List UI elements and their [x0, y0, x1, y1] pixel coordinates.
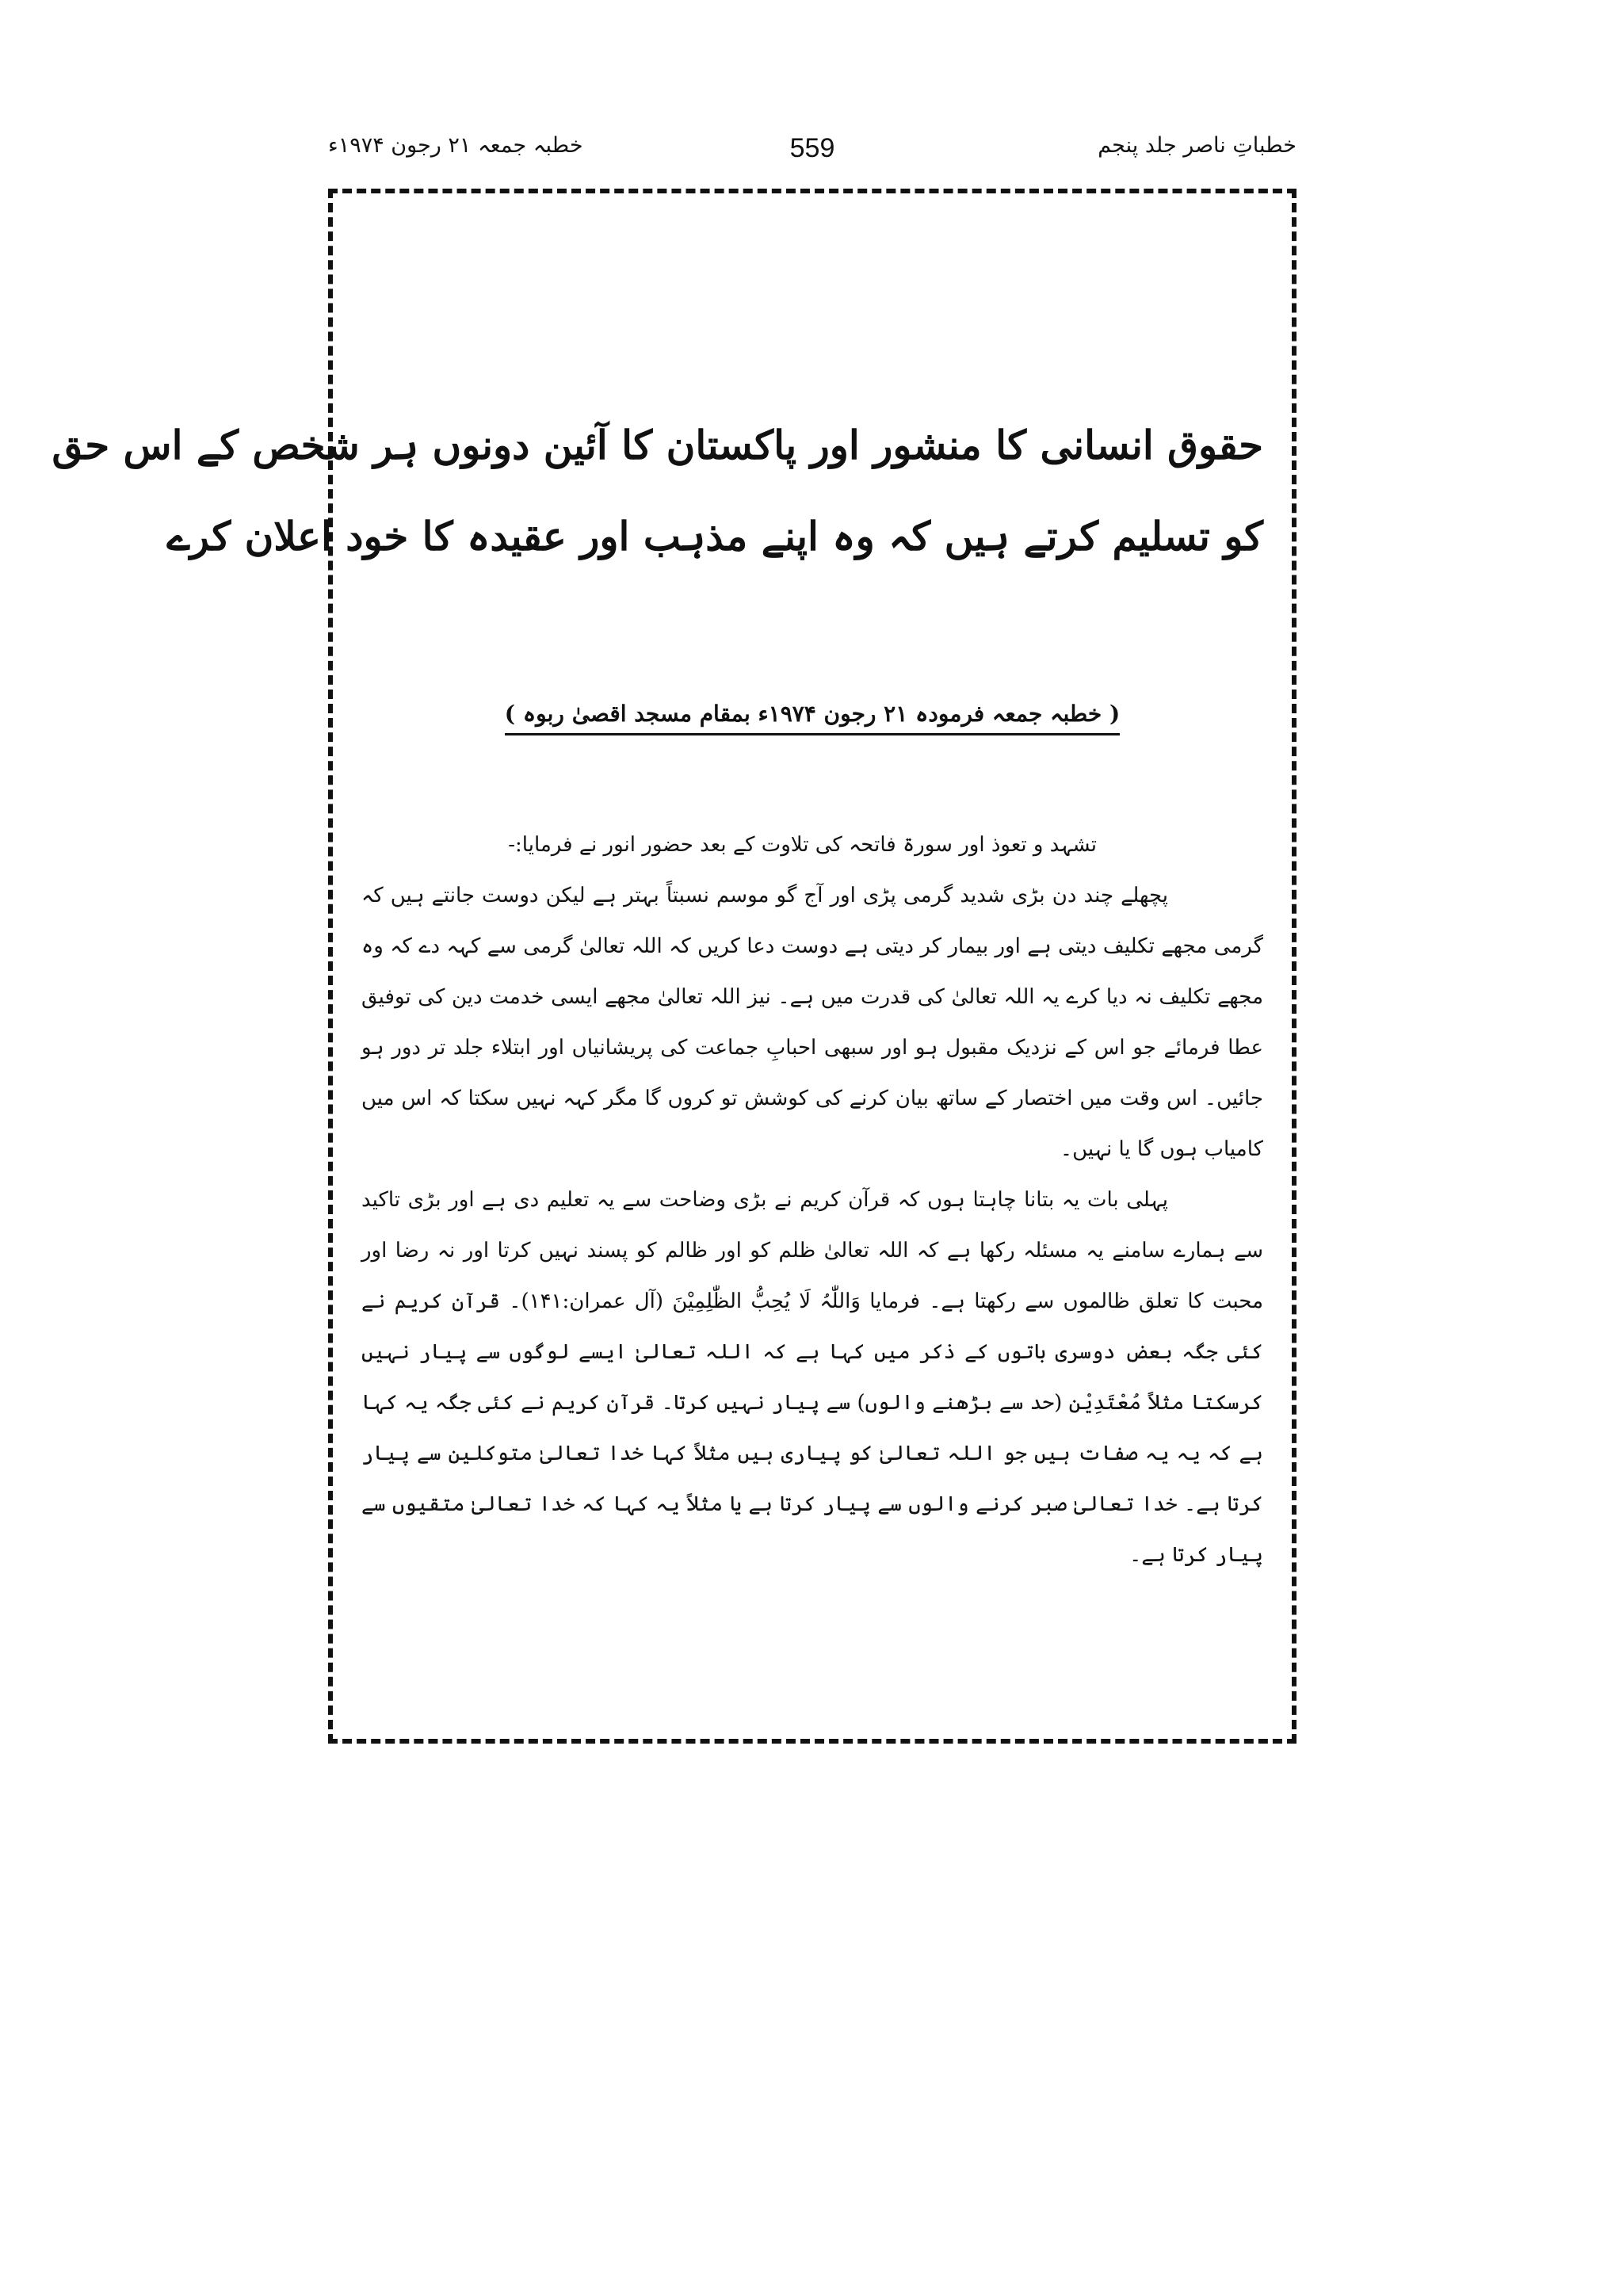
- paragraph: پچھلے چند دن بڑی شدید گرمی پڑی اور آج گو موسم نسبتاً بہتر ہے لیکن دوست جانتے ہیں کہ گرمی مجھے تکلیف دیتی ہے اور بیمار کر دیتی ہے دوست دعا کریں کہ اللہ تعالیٰ گرمی سے کہہ دے کہ وہ مجھے تکلیف نہ دیا کرے یہ اللہ تعالیٰ کی قدرت میں ہے۔ نیز اللہ تعالیٰ مجھے ایسی خدمت دین کی توفیق عطا فرمائے جو اس کے نزدیک مقبول ہو اور سبھی احبابِ جماعت کی پریشانیاں اور ابتلاء جلد تر دور ہو جائیں۔ اس وقت میں اختصار کے ساتھ بیان کرنے کی کوشش تو کروں گا مگر کہہ نہیں سکتا کہ اس میں کامیاب ہوں گا یا نہیں۔: [361, 884, 1263, 1161]
- sermon-title: [52, 399, 1263, 582]
- page-content: [52, 193, 1263, 1739]
- page-number: 559: [789, 133, 835, 163]
- dashed-frame: [52, 189, 1296, 1744]
- title-line: حقوق انسانی کا منشور اور پاکستان کا آئین دونوں ہر شخص کے اس حق: [52, 422, 1263, 468]
- body-text: [361, 819, 1263, 1580]
- sermon-subtitle: [361, 701, 1263, 727]
- intro-line: تشہد و تعوذ اور سورۃ فاتحہ کی تلاوت کے بعد حضور انور نے فرمایا:-: [508, 833, 1097, 857]
- book-title: خطباتِ ناصر جلد پنجم: [1098, 133, 1296, 158]
- paragraph: پہلی بات یہ بتانا چاہتا ہوں کہ قرآن کریم نے بڑی وضاحت سے یہ تعلیم دی ہے اور بڑی تاکید سے ہمارے سامنے یہ مسئلہ رکھا ہے کہ اللہ تعالیٰ ظلم کو اور ظالم کو پسند نہیں کرتا اور نہ رضا اور محبت کا تعلق ظالموں سے رکھتا ہے۔ فرمایا وَاللّٰہُ لَا یُحِبُّ الظّٰلِمِیْنَ (آل عمران:۱۴۱)۔ قرآن کریم نے کئی جگہ بعض دوسری باتوں کے ذکر میں کہا ہے کہ اللہ تعالیٰ ایسے لوگوں سے پیار نہیں کرسکتا مثلاً مُعْتَدِیْن (حد سے بڑھنے والوں) سے پیار نہیں کرتا۔ قرآن کریم نے کئی جگہ یہ کہا ہے کہ یہ یہ صفات ہیں جو اللہ تعالیٰ کو پیاری ہیں مثلاً کہا خدا تعالیٰ متوکلین سے پیار کرتا ہے۔ خدا تعالیٰ صبر کرنے والوں سے پیار کرتا ہے یا مثلاً یہ کہا کہ خدا تعالیٰ متقیوں سے پیار کرتا ہے۔: [361, 1188, 1263, 1567]
- title-line: کو تسلیم کرتے ہیں کہ وہ اپنے مذہب اور عقیدہ کا خود اعلان کرے: [166, 513, 1263, 560]
- sermon-reference: خطبہ جمعہ ۲۱ رجون ۱۹۷۴ء: [328, 133, 583, 158]
- running-header: [328, 133, 1296, 181]
- subtitle-text: ( خطبہ جمعہ فرمودہ ۲۱ رجون ۱۹۷۴ء بمقام مسجد اقصیٰ ربوہ ): [505, 701, 1120, 735]
